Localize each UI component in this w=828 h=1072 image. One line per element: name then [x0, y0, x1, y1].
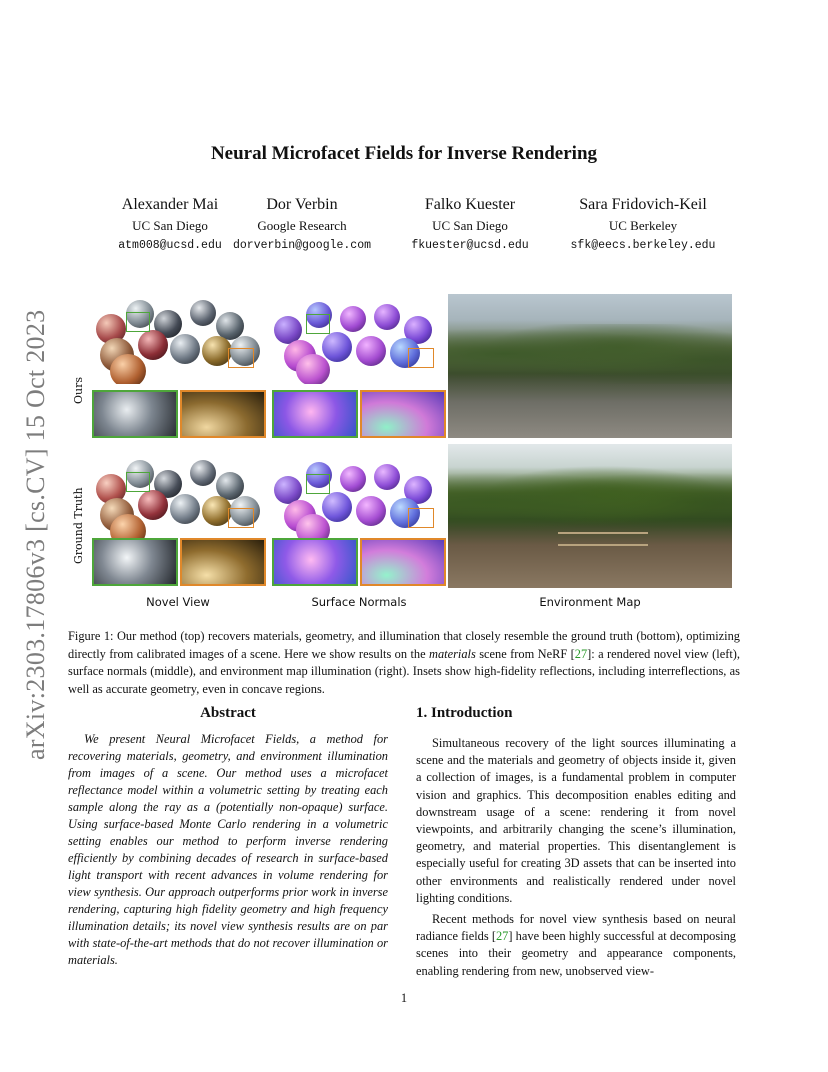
intro-paragraph-1: Simultaneous recovery of the light sources illuminating a scene and the materials and geometry of objects inside it, given a collection of images, is a fundamental problem in computer vision and graphics. This decomposition enables editing and downstream usage of a scene: rendering it from novel viewpoints, and arbitrarily changing the scene’s illumination, geometry, and material properties. This disentanglement is especially useful for creating 3D assets that can be inserted into other environments and realistically rendered under novel lighting conditions.: [416, 736, 736, 905]
inset-reflection-top: [92, 390, 178, 438]
environment-map-top: [448, 294, 732, 438]
intro-paragraph-2: [416, 911, 736, 980]
paragraph-text: ] have been highly successful at decomposing scenes into their geometry and appearance components, enabling rendering from new, unobserved view-: [416, 929, 736, 978]
author-block: [375, 195, 565, 255]
caption-text: scene from NeRF [: [475, 646, 575, 661]
figure-caption: [68, 628, 740, 698]
arxiv-identifier: arXiv:2303.17806v3 [cs.CV] 15 Oct 2023: [21, 309, 50, 760]
author-name: Dor Verbin: [266, 196, 338, 213]
citation-link[interactable]: 27: [495, 929, 509, 944]
caption-text: Figure 1: Our method (top) recovers materials, geometry, and illumination that closely resemble the ground truth (bottom), optimizing directly from calibrated images of a scene. Here we show results on the: [68, 629, 740, 661]
inset-normals-bottom-green: [272, 538, 358, 586]
paper-title: Neural Microfacet Fields for Inverse Rendering: [210, 143, 598, 164]
author-email[interactable]: atm008@ucsd.edu: [118, 239, 222, 252]
figure-1: [68, 292, 740, 614]
author-name: Alexander Mai: [121, 196, 219, 213]
row-label-ours: Ours: [72, 376, 85, 404]
inset-reflection-bottom: [92, 538, 178, 586]
author-block: [207, 195, 397, 255]
author-name: Falko Kuester: [424, 196, 516, 213]
inset-concave-bottom: [180, 538, 266, 586]
abstract-section: [68, 705, 388, 969]
author-affiliation: UC San Diego: [432, 218, 508, 233]
caption-emphasis: materials: [429, 646, 476, 661]
abstract-heading: Abstract: [200, 705, 256, 721]
column-label-environment-map: Environment Map: [539, 595, 641, 609]
surface-normals-bottom: [270, 452, 442, 544]
surface-normals-top: [270, 292, 442, 384]
column-label-novel-view: Novel View: [146, 595, 210, 609]
author-block: [548, 195, 738, 255]
author-affiliation: Google Research: [257, 218, 347, 233]
novel-view-render-bottom: [90, 452, 262, 544]
environment-map-bottom: [448, 444, 732, 588]
column-label-surface-normals: Surface Normals: [311, 595, 407, 609]
author-affiliation: UC Berkeley: [608, 218, 678, 233]
inset-normals-top-orange: [360, 390, 446, 438]
caption-text: ]: a rendered novel view (left), surface normals (middle), and environment map illumination (right). Insets show high-fidelity reflections, including interreflections, as well as accurate geometry, even in concave regions.: [68, 646, 740, 696]
citation-link[interactable]: 27: [574, 646, 588, 661]
row-label-ground-truth: Ground Truth: [72, 487, 85, 564]
author-email[interactable]: sfk@eecs.berkeley.edu: [570, 239, 716, 252]
author-email[interactable]: fkuester@ucsd.edu: [411, 239, 529, 252]
paragraph-text: Recent methods for novel view synthesis based on neural radiance fields [: [416, 912, 736, 944]
inset-normals-top-green: [272, 390, 358, 438]
introduction-section: [416, 705, 736, 980]
inset-concave-top: [180, 390, 266, 438]
author-name: Sara Fridovich-Keil: [579, 196, 707, 213]
introduction-heading: 1. Introduction: [416, 705, 513, 721]
novel-view-render-top: [90, 292, 262, 384]
author-email[interactable]: dorverbin@google.com: [232, 239, 372, 252]
author-affiliation: UC San Diego: [132, 218, 208, 233]
abstract-text: We present Neural Microfacet Fields, a method for recovering materials, geometry, and environment illumination from images of a scene. Our method uses a microfacet reflectance model within a volumetric setting by treating each sample along the ray as a (potentially non-opaque) surface. Using surface-based Monte Carlo rendering in a volumetric setting enables our method to perform inverse rendering efficiently by combining decades of research in surface-based light transport with recent advances in volume rendering for view synthesis. Our approach outperforms prior work in inverse rendering, capturing high fidelity geometry and high frequency illumination details; its novel view synthesis results are on par with state-of-the-art methods that do not recover illumination or materials.: [68, 732, 388, 967]
page-number: 1: [400, 991, 408, 1005]
inset-normals-bottom-orange: [360, 538, 446, 586]
